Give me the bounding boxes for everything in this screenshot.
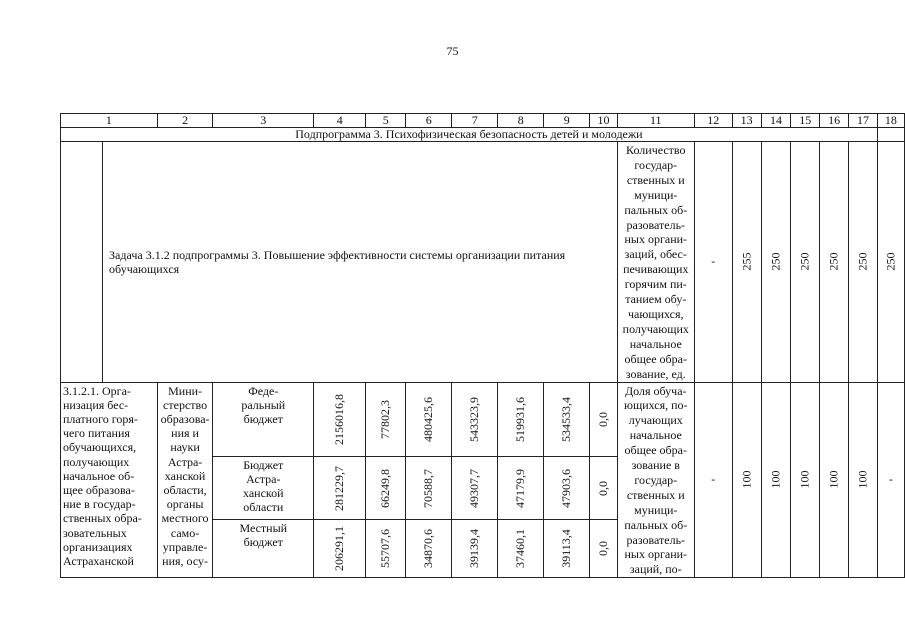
measure-name <box>61 383 157 570</box>
value-cell <box>314 520 366 578</box>
measure-col17-cell <box>849 382 878 578</box>
measure-name-line: низация бес- <box>63 397 129 412</box>
local-value: 55707,6 <box>378 529 393 569</box>
measure-name-line: ние в государ- <box>63 497 136 512</box>
column-header: 8 <box>498 114 544 128</box>
task-col15-cell <box>791 142 820 383</box>
regional-value: 49307,7 <box>467 468 482 508</box>
column-header: 7 <box>452 114 498 128</box>
local-value: 39113,4 <box>559 529 574 569</box>
task-col13-cell <box>732 142 761 383</box>
page-number: 75 <box>446 44 459 58</box>
indicator-line: разователь- <box>626 217 686 232</box>
executor-line: науки <box>170 440 200 455</box>
indicator-line: начальное <box>629 336 682 351</box>
measure-name-cell <box>61 382 158 578</box>
regional-value: 70588,7 <box>421 468 436 508</box>
source-label-cell <box>213 456 314 520</box>
measure-name-line: обучающихся, <box>63 440 137 455</box>
value-cell <box>544 456 590 520</box>
task-title: Задача 3.1.2 подпрограммы 3. Повышение эффективности системы организации питания обучающихся <box>109 247 566 276</box>
indicator-line: государ- <box>634 472 678 487</box>
value-cell <box>366 520 406 578</box>
task-number-cell <box>61 142 103 383</box>
task-col17-cell <box>849 142 878 383</box>
measure-name-line: зовательных <box>63 525 127 540</box>
federal-value: 77802,3 <box>378 399 393 439</box>
value-cell <box>498 456 544 520</box>
executor-line: ния, осу- <box>162 553 208 568</box>
source-label-line: ральный <box>241 397 286 412</box>
measure-col14: 100 <box>768 470 783 489</box>
value-cell <box>498 382 544 456</box>
measure-name-line: Астраханской <box>63 553 134 568</box>
federal-value: 543323,9 <box>467 396 482 442</box>
source-label-line: Местный <box>239 521 288 536</box>
executor-line: Астра- <box>167 454 203 469</box>
task-col17: 250 <box>855 252 870 271</box>
indicator-line: печивающих <box>623 262 689 277</box>
measure-col13-cell <box>732 382 761 578</box>
regional-value: 0,0 <box>596 480 611 496</box>
local-value: 34870,6 <box>421 529 436 569</box>
value-cell <box>366 382 406 456</box>
value-cell <box>314 456 366 520</box>
value-cell <box>544 520 590 578</box>
federal-value: 0,0 <box>596 411 611 427</box>
measure-name-line: чего питания <box>63 426 130 441</box>
measure-col15: 100 <box>797 470 812 489</box>
task-col18: 250 <box>883 252 898 271</box>
measure-col12: - <box>694 382 732 578</box>
column-header: 11 <box>617 114 694 128</box>
source-label-line: области <box>243 499 284 514</box>
local-value: 37460,1 <box>513 529 528 569</box>
measure-col13: 100 <box>739 470 754 489</box>
indicator-line: пальных об- <box>624 517 688 532</box>
measure-col16-cell <box>820 382 849 578</box>
federal-value: 2156016,8 <box>332 393 347 445</box>
value-cell <box>590 520 618 578</box>
executor-line: местного <box>161 511 209 526</box>
executor-line: само- <box>170 525 200 540</box>
source-label-cell <box>213 520 314 578</box>
executor-line: ния и <box>171 426 199 441</box>
measure-name-line: щее образова- <box>63 482 135 497</box>
column-header: 1 <box>61 114 158 128</box>
measure-col18: - <box>877 382 904 578</box>
indicator-line: горячим пи- <box>624 277 687 292</box>
indicator-line: общее обра- <box>624 351 687 366</box>
value-cell <box>590 456 618 520</box>
task-col16: 250 <box>826 252 841 271</box>
value-cell <box>590 382 618 456</box>
measure-col14-cell <box>761 382 791 578</box>
column-header: 10 <box>590 114 618 128</box>
source-label-line: Феде- <box>248 383 279 398</box>
measure-col16: 100 <box>826 470 841 489</box>
executor-line: ханской <box>164 468 206 483</box>
subprogram-empty-cell <box>877 128 904 142</box>
indicator-line: Количество <box>626 143 686 157</box>
task-col14-cell <box>761 142 791 383</box>
task-col14: 250 <box>768 252 783 271</box>
column-header: 6 <box>406 114 452 128</box>
executor-line: области, <box>163 482 207 497</box>
indicator-line: пальных об- <box>624 202 688 217</box>
task-col18-cell <box>877 142 904 383</box>
measure-indicator <box>618 383 694 578</box>
executor <box>158 383 213 570</box>
executor-line: стерство <box>163 397 208 412</box>
value-cell <box>452 382 498 456</box>
source-label-cell <box>213 382 314 456</box>
measure-col17: 100 <box>855 470 870 489</box>
measure-col15-cell <box>791 382 820 578</box>
federal-value: 534533,4 <box>559 396 574 442</box>
indicator-line: зование, ед. <box>625 366 686 381</box>
column-header: 16 <box>820 114 849 128</box>
measure-row-federal <box>61 382 905 456</box>
task-title-cell <box>103 142 618 383</box>
column-header: 18 <box>877 114 904 128</box>
value-cell <box>314 382 366 456</box>
source-label-local <box>213 520 313 549</box>
indicator-line: муници- <box>634 187 678 202</box>
regional-value: 47179,9 <box>513 468 528 508</box>
measure-name-line: ственных обра- <box>63 511 142 526</box>
federal-value: 480425,6 <box>421 396 436 442</box>
federal-value: 519931,6 <box>513 396 528 442</box>
value-cell <box>452 520 498 578</box>
subprogram-row <box>61 128 905 142</box>
indicator-line: разователь- <box>626 532 686 547</box>
task-col13: 255 <box>739 252 754 271</box>
value-cell <box>452 456 498 520</box>
program-table <box>60 113 905 578</box>
value-cell <box>406 456 452 520</box>
value-cell <box>544 382 590 456</box>
column-header: 9 <box>544 114 590 128</box>
column-header: 15 <box>791 114 820 128</box>
task-row <box>61 142 905 383</box>
indicator-line: ных органи- <box>624 547 688 562</box>
indicator-line: танием обу- <box>625 292 687 307</box>
value-cell <box>366 456 406 520</box>
measure-name-line: 3.1.2.1. Орга- <box>63 383 131 398</box>
source-label-line: Астра- <box>246 471 281 486</box>
indicator-line: чающихся, <box>628 306 684 321</box>
task-col16-cell <box>820 142 849 383</box>
task-indicator <box>618 142 694 382</box>
value-cell <box>406 382 452 456</box>
indicator-line: государ- <box>634 157 678 172</box>
measure-name-line: получающих <box>63 454 130 469</box>
task-col15: 250 <box>797 252 812 271</box>
column-header: 13 <box>732 114 761 128</box>
indicator-line: лучающих <box>628 413 683 428</box>
executor-line: образова- <box>160 411 210 426</box>
column-header: 5 <box>366 114 406 128</box>
source-label-line: бюджет <box>243 411 283 426</box>
indicator-line: ющихся, по- <box>624 398 688 413</box>
executor-line: управле- <box>162 539 208 554</box>
executor-line: органы <box>166 497 204 512</box>
executor-line: Мини- <box>168 383 203 398</box>
local-value: 0,0 <box>596 541 611 557</box>
local-value: 206291,1 <box>332 526 347 572</box>
column-number-row <box>61 114 905 128</box>
indicator-line: общее обра- <box>624 443 687 458</box>
source-label-regional <box>213 457 313 514</box>
subprogram-title: Подпрограмма 3. Психофизическая безопасность детей и молодежи <box>61 128 878 142</box>
column-header: 2 <box>157 114 213 128</box>
indicator-line: ственных и <box>626 172 685 187</box>
measure-indicator-cell <box>617 382 694 578</box>
indicator-line: Доля обуча- <box>625 383 687 398</box>
indicator-line: зование в <box>631 458 680 473</box>
executor-cell <box>157 382 213 578</box>
column-header: 3 <box>213 114 314 128</box>
indicator-line: начальное <box>629 428 682 443</box>
regional-value: 47903,6 <box>559 468 574 508</box>
source-label-line: бюджет <box>243 535 283 550</box>
indicator-line: получающих <box>622 321 689 336</box>
column-header: 12 <box>694 114 732 128</box>
column-header: 4 <box>314 114 366 128</box>
indicator-line: муници- <box>634 502 678 517</box>
indicator-line: ственных и <box>626 487 685 502</box>
local-value: 39139,4 <box>467 529 482 569</box>
measure-name-line: платного горя- <box>63 411 138 426</box>
task-indicator-cell <box>617 142 694 383</box>
task-col12: - <box>694 142 732 383</box>
value-cell <box>498 520 544 578</box>
source-label-federal <box>213 383 313 426</box>
measure-name-line: организациях <box>63 539 133 554</box>
measure-name-line: начальное об- <box>63 468 135 483</box>
source-label-line: ханской <box>243 485 284 500</box>
source-label-line: Бюджет <box>243 457 284 472</box>
regional-value: 281229,7 <box>332 465 347 511</box>
column-header: 14 <box>761 114 791 128</box>
regional-value: 66249,8 <box>378 468 393 508</box>
indicator-line: ных органи- <box>624 232 688 247</box>
column-header: 17 <box>849 114 878 128</box>
indicator-line: заций, по- <box>629 562 682 577</box>
indicator-line: заций, обес- <box>624 247 687 262</box>
value-cell <box>406 520 452 578</box>
